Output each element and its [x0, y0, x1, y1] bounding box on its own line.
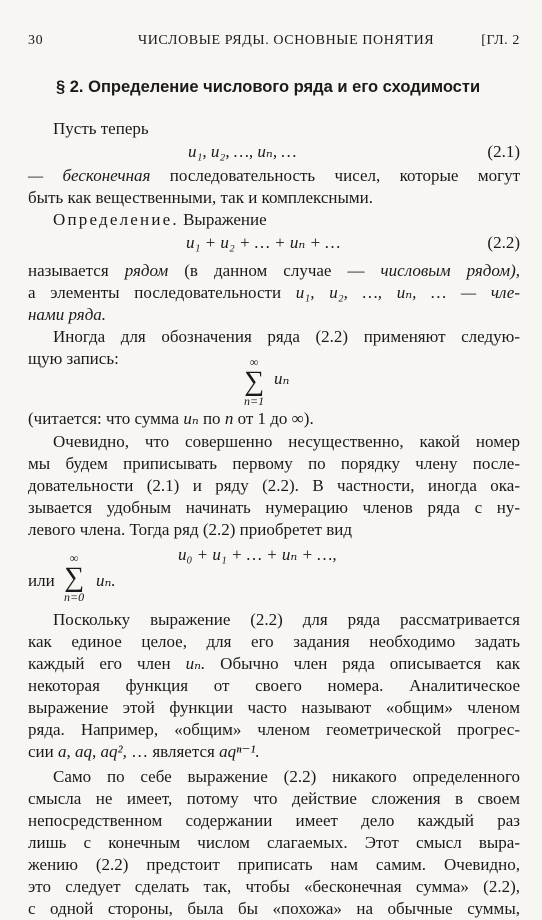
- text-line: ряда. Например, «общим» членом геометрической прогрес-: [28, 720, 520, 739]
- text-line: а элементы последовательности u₁, u₂, …, uₙ, … — чле-: [28, 283, 520, 302]
- text-line: Пусть теперь: [53, 119, 149, 138]
- running-head: [28, 33, 520, 53]
- formula-zero-start: u₀ + u₁ + … + uₙ + …,: [178, 545, 337, 564]
- text-line: щую запись:: [28, 349, 119, 368]
- text-line: непосредственном содержании имеет дело каждый раз: [28, 811, 520, 830]
- running-title: ЧИСЛОВЫЕ РЯДЫ. ОСНОВНЫЕ ПОНЯТИЯ: [138, 33, 435, 48]
- text-line: — бесконечная последовательность чисел, которые могут: [28, 166, 520, 185]
- text-line: выражение этой функции часто называют «общим» членом: [28, 698, 520, 717]
- formula-2-1: u₁, u₂, …, uₙ, …: [188, 142, 297, 161]
- text-line: это следует сделать так, чтобы «бесконечная сумма» (2.2),: [28, 877, 520, 896]
- formula-2-2: u₁ + u₂ + … + uₙ + …: [186, 233, 341, 252]
- text-line: быть как вещественными, так и комплексными.: [28, 188, 374, 207]
- book-page: [28, 0, 521, 918]
- text-line: как единое целое, для его задания необходимо задать: [28, 632, 520, 651]
- text-line: зывается удобным начинать нумерацию членов ряда с ну-: [28, 498, 520, 517]
- text-line: левого члена. Тогда ряд (2.2) приобретет вид: [28, 520, 352, 539]
- text-line: (читается: что сумма uₙ по n от 1 до ∞).: [28, 409, 314, 428]
- text-line: нами ряда.: [28, 305, 107, 324]
- text-line: некоторая функция от своего номера. Аналитическое: [28, 676, 520, 695]
- text-line: Поскольку выражение (2.2) для ряда рассматривается: [53, 610, 520, 629]
- text-line: каждый его член uₙ. Обычно член ряда описывается как: [28, 654, 521, 673]
- text-line: называется рядом (в данном случае — числовым рядом),: [28, 261, 520, 280]
- section-title: § 2. Определение числового ряда и его сходимости: [56, 78, 481, 96]
- text-line: Само по себе выражение (2.2) никакого определенного: [53, 767, 520, 786]
- text-line: с одной стороны, была бы «похожа» на обычные суммы,: [28, 899, 520, 918]
- sum-term: uₙ: [274, 369, 290, 388]
- sum-notation-from-0: ∞ ∑ n=0: [64, 551, 85, 604]
- text-line: лишь с конечным числом слагаемых. Этот смысл выра-: [28, 833, 520, 852]
- text-line: Иногда для обозначения ряда (2.2) применяют следую-: [53, 327, 520, 346]
- text-line: мы будем приписывать первому по порядку члену после-: [28, 454, 520, 473]
- text-line: сии a, aq, aq², … является aqⁿ⁻¹.: [28, 742, 260, 761]
- sum-notation-from-1: ∞ ∑ n=1: [244, 355, 265, 408]
- text-line: жению (2.2) предстоит приписать нам самим. Очевидно,: [28, 855, 520, 874]
- text-line: смысла не имеет, потому что действие сложения в своем: [28, 789, 520, 808]
- sum-term: uₙ.: [96, 571, 116, 590]
- equation-number-2-1: (2.1): [487, 142, 520, 161]
- definition-word: Определение.: [53, 210, 179, 229]
- definition-line: Определение. Выражение: [53, 210, 267, 229]
- chapter-label: [ГЛ. 2: [481, 33, 520, 48]
- equation-number-2-2: (2.2): [487, 233, 520, 252]
- page-number: 30: [28, 33, 44, 48]
- text-line: Очевидно, что совершенно несущественно, какой номер: [53, 432, 520, 451]
- text-line: или: [28, 571, 55, 590]
- text-line: довательности (2.1) и ряду (2.2). В частности, иногда ока-: [28, 476, 520, 495]
